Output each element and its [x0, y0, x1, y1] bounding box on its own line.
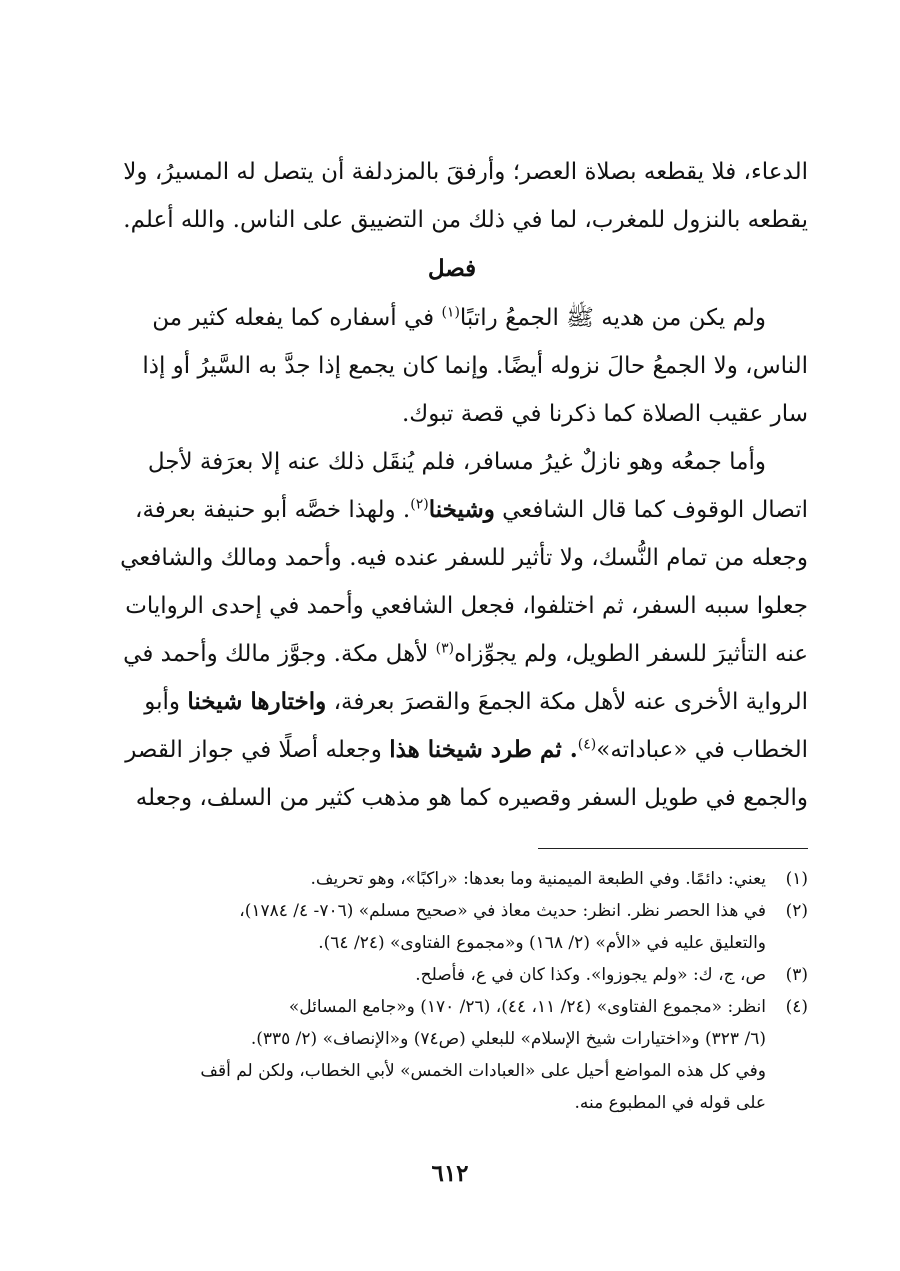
footnote-line: وفي كل هذه المواضع أحيل على «العبادات الخمس» لأبي الخطاب، ولكن لم أقف: [200, 1061, 766, 1081]
footnote: [96, 863, 808, 895]
footnote-ref[interactable]: (٤): [577, 736, 597, 753]
footnote-text: [96, 991, 766, 1119]
text-line: جعلوا سببه السفر، ثم اختلفوا، فجعل الشافعي وأحمد في إحدى الروايات: [125, 593, 808, 619]
text-run: في أسفاره كما يفعله كثير من: [152, 305, 442, 331]
footnote-number: (٢): [785, 901, 808, 921]
footnote-ref[interactable]: (٣): [435, 640, 455, 657]
footnote-line: (٦/ ٣٢٣) و«اختيارات شيخ الإسلام» للبعلي (ص٧٤) و«الإنصاف» (٢/ ٣٣٥).: [250, 1029, 766, 1049]
page-number: ٦١٢: [431, 1160, 469, 1187]
text-line: والجمع في طويل السفر وقصيره كما هو مذهب كثير من السلف، وجعله: [135, 785, 808, 811]
footnote-divider: [538, 848, 808, 849]
top-paragraph: [96, 148, 808, 244]
text-run: عنه التأثيرَ للسفر الطويل، ولم يجوِّزاه: [454, 641, 808, 667]
text-run: ولم يكن من هديه ﷺ الجمعُ راتبًا: [459, 305, 766, 331]
footnote-ref[interactable]: (٢): [410, 496, 429, 513]
text-line: الدعاء، فلا يقطعه بصلاة العصر؛ وأرفقَ بالمزدلفة أن يتصل له المسيرُ، ولا: [123, 159, 808, 185]
paragraph-1: [96, 294, 808, 438]
footnote-line: على قوله في المطبوع منه.: [574, 1093, 766, 1113]
footnote-text: [96, 863, 766, 895]
paragraph-2: [96, 438, 808, 822]
footnotes: [96, 863, 808, 1119]
footnote-text: [96, 959, 766, 991]
bold-run: وشيخنا: [428, 496, 495, 523]
section-heading: فصل: [427, 255, 477, 282]
footnote-line: ص، ج، ك: «ولم يجوزوا». وكذا كان في ع، فأصلح.: [415, 965, 766, 985]
text-run: لأهل مكة. وجوَّز مالك وأحمد في: [123, 641, 436, 667]
bold-run: . ثم طرد شيخنا هذا: [389, 736, 578, 763]
footnote-line: والتعليق عليه في «الأم» (٢/ ١٦٨) و«مجموع الفتاوى» (٢٤/ ٦٤).: [318, 933, 766, 953]
main-text: [96, 148, 808, 822]
bold-run: واختارها شيخنا: [187, 688, 327, 715]
footnote-ref[interactable]: (١): [441, 304, 460, 321]
footnote-line: يعني: دائمًا. وفي الطبعة الميمنية وما بعدها: «راكبًا»، وهو تحريف.: [310, 869, 766, 889]
text-line: يقطعه بالنزول للمغرب، لما في ذلك من التضييق على الناس. والله أعلم.: [123, 207, 808, 233]
text-line: وجعله من تمام النُّسك، ولا تأثير للسفر عنده فيه. وأحمد ومالك والشافعي: [120, 545, 808, 571]
footnote-line: في هذا الحصر نظر. انظر: حديث معاذ في «صحيح مسلم» (٧٠٦- ٤/ ١٧٨٤)،: [239, 901, 766, 921]
text-line: الناس، ولا الجمعُ حالَ نزوله أيضًا. وإنما كان يجمع إذا جدَّ به السَّيرُ أو إذا: [142, 353, 808, 379]
text-run: وأبو: [144, 689, 188, 715]
footnote-number: (١): [785, 869, 808, 889]
text-run: الخطاب في «عباداته»: [596, 737, 808, 763]
text-run: الرواية الأخرى عنه لأهل مكة الجمعَ والقصرَ بعرفة،: [326, 689, 808, 715]
footnote: [96, 991, 808, 1119]
footnote-line: انظر: «مجموع الفتاوى» (٢٤/ ١١، ٤٤)، (٢٦/ ١٧٠) و«جامع المسائل»: [288, 997, 766, 1017]
footnote-number: (٤): [785, 997, 808, 1017]
text-run: اتصال الوقوف كما قال الشافعي: [494, 497, 808, 523]
text-run: وجعله أصلًا في جواز القصر: [125, 737, 390, 763]
text-line: سار عقيب الصلاة كما ذكرنا في قصة تبوك.: [401, 401, 808, 427]
text-line: وأما جمعُه وهو نازلٌ غيرُ مسافر، فلم يُنقَل ذلك عنه إلا بعرَفة لأجل: [147, 449, 766, 475]
text-run: . ولهذا خصَّه أبو حنيفة بعرفة،: [135, 497, 411, 523]
footnote-text: [96, 895, 766, 959]
footnote: [96, 959, 808, 991]
footnote: [96, 895, 808, 959]
footnote-number: (٣): [785, 965, 808, 985]
